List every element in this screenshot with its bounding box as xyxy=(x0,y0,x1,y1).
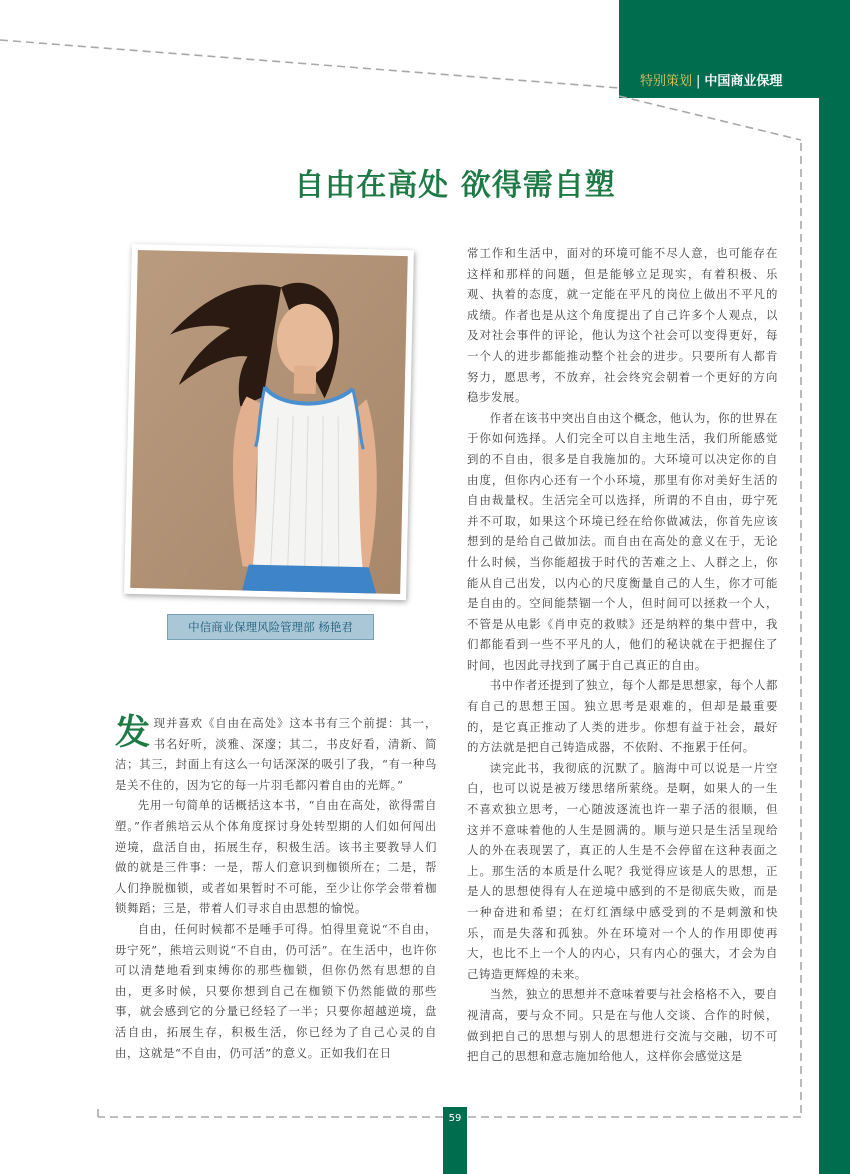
portrait-image xyxy=(124,244,414,600)
page-number: 59 xyxy=(448,1113,462,1124)
article-column-left xyxy=(115,713,437,1063)
paragraph: 书中作者还提到了独立，每个人都是思想家，每个人都有自己的思想王国。独立思考是艰难的，但却是最重要的，是它真正推动了人类的进步。你想有益于社会，最好的方法就是把自己铸造成器，不依附、不拖累于任何。 xyxy=(467,678,778,755)
paragraph-text: 现并喜欢《自由在高处》这本书有三个前提：其一，书名好听，淡雅、深邃；其二，书皮好看，清新、简洁；其三，封面上有这么一句话深深的吸引了我，“有一种鸟是关不住的，因为它的每一片羽毛都闪着自由的光辉。” xyxy=(115,716,437,792)
paragraph: 作者在该书中突出自由这个概念，他认为，你的世界在于你如何选择。人们完全可以自主地生活，我们所能感觉到的不自由，很多是自我施加的。大环境可以决定你的自由度，但你内心还有一个小环境，那里有你对美好生活的自由裁量权。生活完全可以选择，所谓的不自由，毋宁死并不可取，如果这个环境已经在给你做减法，你首先应该想到的是给自己做加法。而自由在高处的意义在于，无论什么时候，当你能超拔于时代的苦难之上、人群之上，你能从自己出发，以内心的尺度衡量自己的人生，你才可能是自由的。空间能禁锢一个人，但时间可以拯救一个人，不管是从电影《肖申克的救赎》还是纳粹的集中营中，我们都能看到一些不平凡的人，他们的秘诀就在于把握住了时间，也因此寻找到了属于自己真正的自由。 xyxy=(467,410,778,672)
header-separator: | xyxy=(696,74,701,89)
drop-cap: 发 xyxy=(115,713,151,753)
portrait-photo xyxy=(124,244,414,600)
article-column-right xyxy=(467,243,778,1067)
photo-caption: 中信商业保理风险管理部 杨艳君 xyxy=(167,614,374,640)
paragraph: 常工作和生活中，面对的环境可能不尽人意，也可能存在这样和那样的问题，但是能够立足现实，有着积极、乐观、执着的态度，就一定能在平凡的岗位上做出不平凡的成绩。作者也是从这个角度提出了自己许多个人观点，以及对社会事件的评论，他认为这个社会可以变得更好，每一个人的进步都能推动整个社会的进步。只要所有人都肯努力，愿思考，不放弃，社会终究会朝着一个更好的方向稳步发展。 xyxy=(467,246,778,405)
paragraph xyxy=(115,713,437,795)
paragraph: 先用一句简单的话概括这本书，“自由在高处，欲得需自塑。”作者熊培云从个体角度探讨身处转型期的人们如何闯出逆境，盘活自由，拓展生存，积极生活。该书主要教导人们做的就是三件事：一是，帮人们意识到枷锁所在；二是，帮人们挣脱枷锁，或者如果暂时不可能，至少让你学会带着枷锁舞蹈；三是，带着人们寻求自由思想的愉悦。 xyxy=(115,798,437,916)
article-title: 自由在高处 欲得需自塑 xyxy=(294,168,616,203)
paragraph: 当然，独立的思想并不意味着要与社会格格不入，要自视清高，要与众不同。只是在与他人交谈、合作的时候，做到把自己的思想与别人的思想进行交流与交融，切不可把自己的思想和意志施加给他人，这样你会感觉这是 xyxy=(467,987,778,1064)
section-label: 特别策划 xyxy=(640,74,693,89)
paragraph: 自由，任何时候都不是唾手可得。怕得里竟说“不自由，毋宁死”，熊培云则说“不自由，仍可活”。在生活中，也许你可以清楚地看到束缚你的那些枷锁，但你仍然有思想的自由，更多时候，只要你想到自己在枷锁下仍然能做的那些事，就会感到它的分量已经轻了一半；只要你超越逆境，盘活自由，拓展生存，积极生活，你已经为了自己心灵的自由，这就是“不自由，仍可活”的意义。正如我们在日 xyxy=(115,921,437,1060)
paragraph: 读完此书，我彻底的沉默了。脑海中可以说是一片空白，也可以说是被万缕思绪所萦绕。是啊，如果人的一生不喜欢独立思考，一心随波逐流也许一辈子活的很顺，但这并不意味着他的人生是圆满的。顺与逆只是生活呈现给人的外在表现罢了，真正的人生是不会停留在这种表面之上。那生活的本质是什么呢？我觉得应该是人的思想，正是人的思想使得有人在逆境中感到的不是彻底失败，而是一种奋进和希望；在灯红酒绿中感受到的不是刺激和快乐，而是失落和孤独。外在环境对一个人的作用即使再大，也比不上一个人的内心，只有内心的强大，才会为自己铸造更辉煌的未来。 xyxy=(467,760,778,981)
section-subtitle: 中国商业保理 xyxy=(704,74,783,89)
